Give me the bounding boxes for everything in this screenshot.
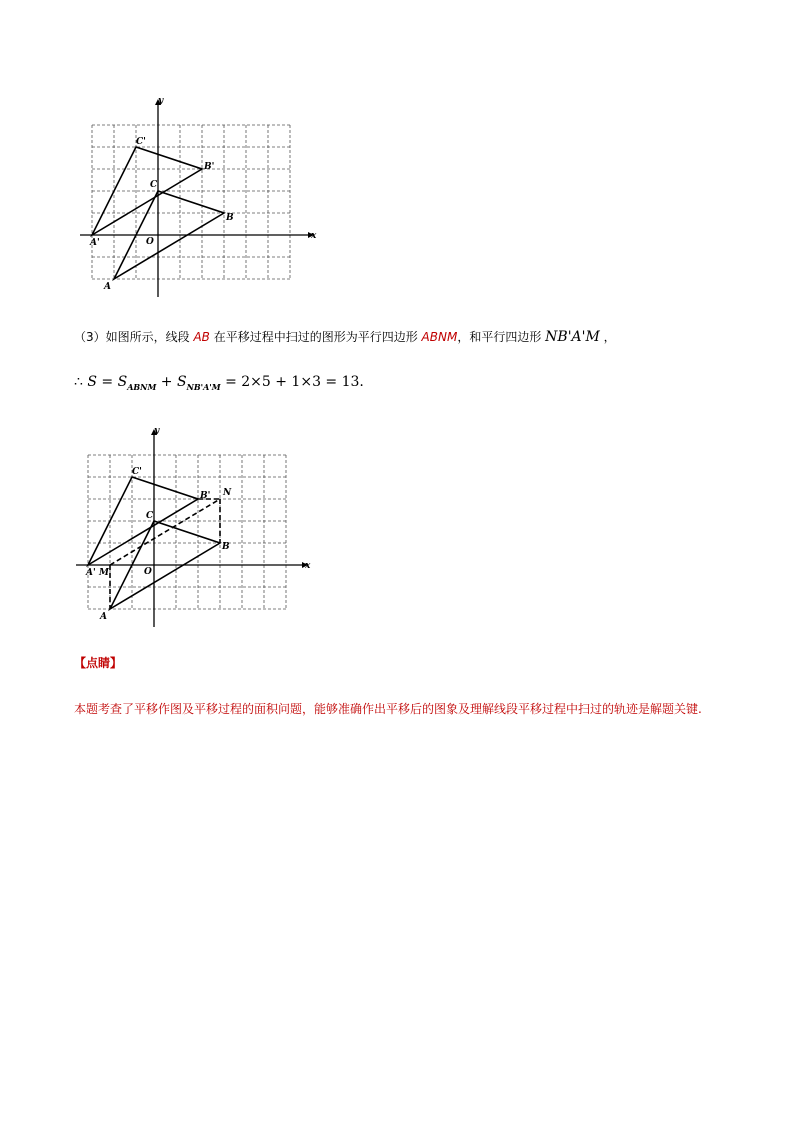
point-c-prime-label: C' — [132, 467, 142, 477]
conclusion-text: 本题考查了平移作图及平移过程的面积问题，能够准确作出平移后的图象及理解线段平移过程中扫过的轨迹是解题关键. — [74, 702, 702, 716]
therefore-symbol: ∴ — [74, 374, 83, 390]
figure-1-svg — [70, 92, 330, 307]
point-a-prime-label: A' — [86, 568, 96, 578]
figure-1 — [70, 92, 330, 307]
subscript-abnm: ABNM — [127, 381, 157, 392]
parallelogram-abnm: ABNM — [421, 330, 458, 344]
part3-mid: 在平移过程中扫过的图形为平行四边形 — [209, 330, 422, 344]
point-a-prime-label: A' — [90, 238, 100, 248]
equation-rhs: = 2×5 + 1×3 = 13 — [220, 374, 360, 390]
equation-period: . — [359, 374, 364, 390]
segment-mn — [110, 499, 220, 565]
point-c-label: C — [150, 180, 158, 190]
y-label: y — [158, 96, 164, 106]
point-c-prime-label: C' — [136, 137, 146, 147]
parallelogram-nbam: NB'A'M — [545, 329, 600, 345]
part3-suffix: ， — [599, 330, 616, 344]
area-symbol: S — [87, 374, 97, 390]
y-label: y — [154, 426, 160, 436]
plus-sign: + — [156, 374, 177, 390]
point-b-label: B — [222, 542, 230, 552]
part3-mid2: ，和平行四边形 — [457, 330, 546, 344]
solution-part-3 — [74, 328, 616, 345]
point-b-label: B — [226, 213, 234, 223]
area-equation — [74, 374, 364, 392]
area-symbol-2: S — [176, 374, 187, 390]
subscript-nbam: NB'A'M — [186, 381, 221, 392]
point-n-label: N — [223, 488, 232, 498]
area-symbol-1: S — [117, 374, 128, 390]
point-c-label: C — [146, 511, 154, 521]
figure-2 — [66, 422, 326, 637]
point-b-prime-label: B' — [200, 491, 211, 501]
origin-label: O — [144, 567, 152, 577]
part3-prefix: （3）如图所示，线段 — [74, 330, 194, 344]
point-a-label: A — [104, 282, 111, 292]
figure-2-svg — [66, 422, 326, 637]
equals-sign: = — [96, 374, 118, 390]
x-label: x — [311, 231, 317, 241]
origin-label: O — [146, 237, 154, 247]
x-label: x — [305, 561, 311, 571]
point-a-label: A — [100, 612, 107, 622]
segment-ab: AB — [193, 330, 210, 344]
point-b-prime-label: B' — [204, 162, 215, 172]
section-heading: 【点睛】 — [74, 656, 123, 670]
point-m-label: M — [99, 568, 109, 578]
